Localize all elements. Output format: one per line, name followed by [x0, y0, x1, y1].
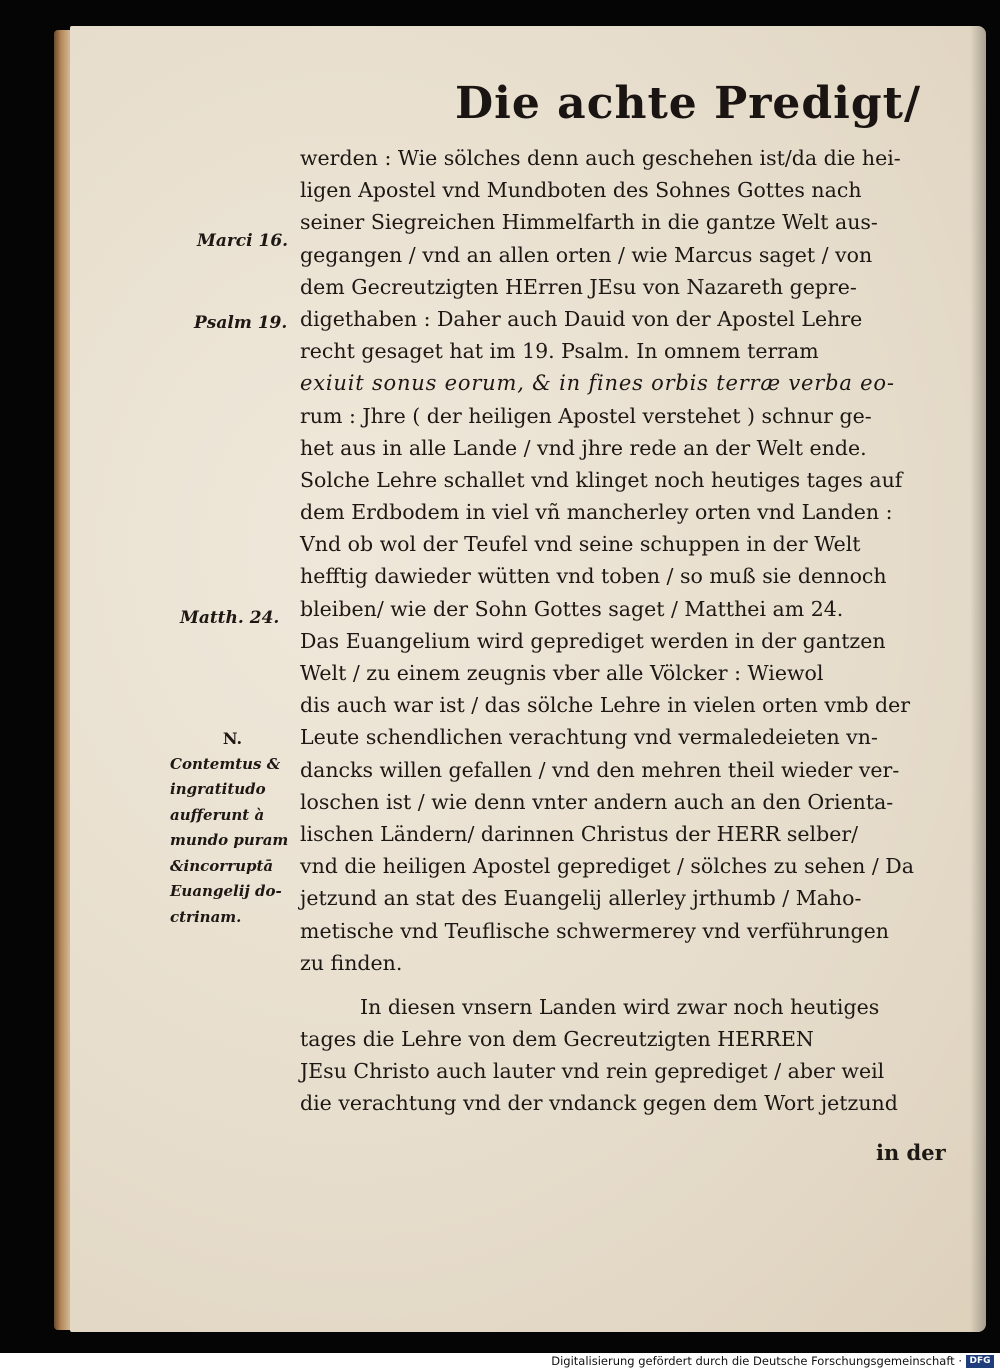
- margin-note-line: ingratitudo: [170, 780, 266, 798]
- text-line: rum : Jhre ( der heiligen Apostel verstehet ) schnur ge-: [300, 403, 872, 428]
- margin-note-line: ctrinam.: [170, 907, 242, 926]
- text-line: ligen Apostel vnd Mundboten des Sohnes Gottes nach: [300, 178, 862, 203]
- footer-credit: Digitalisierung gefördert durch die Deutsche Forschungsgemeinschaft ·: [551, 1354, 962, 1368]
- text-line: jetzund an stat des Euangelij allerley jrthumb / Maho-: [300, 886, 862, 911]
- text-line: digethaben : Daher auch Dauid von der Apostel Lehre: [300, 306, 863, 331]
- margin-note-line: Euangelij do-: [170, 882, 282, 900]
- text-line: metische vnd Teuflische schwermerey vnd verführungen: [300, 918, 890, 943]
- main-text: [300, 142, 960, 1120]
- text-line: Welt / zu einem zeugnis vber alle Völcker : Wiewol: [300, 661, 824, 685]
- text-line: seiner Siegreichen Himmelfarth in die gantze Welt aus-: [300, 210, 878, 235]
- text-line: bleiben/ wie der Sohn Gottes saget / Matthei am 24.: [300, 596, 844, 621]
- margin-note-matth: Matth. 24.: [180, 608, 280, 628]
- text-line: dancks willen gefallen / vnd den mehren theil wieder ver-: [300, 757, 900, 782]
- text-line: dem Gecreutzigten HErren JEsu von Nazareth gepre-: [300, 274, 857, 299]
- page-gutter-shadow: [970, 26, 986, 1332]
- text-line: Vnd ob wol der Teufel vnd seine schuppen in der Welt: [300, 532, 861, 557]
- text-line-latin: exiuit sonus eorum, & in fines orbis terræ verba eo-: [300, 371, 895, 396]
- text-line: dem Erdbodem in viel vñ mancherley orten vnd Landen :: [300, 500, 893, 525]
- text-line: die verachtung vnd der vndanck gegen dem Wort jetzund: [300, 1091, 898, 1116]
- margin-note-line: N.: [222, 729, 243, 748]
- text-line: vnd die heiligen Apostel geprediget / sölches zu sehen / Da: [300, 854, 914, 879]
- paragraph-gap: [300, 979, 960, 991]
- margin-note-line: Contemtus &: [170, 754, 281, 773]
- text-line: recht gesaget hat im 19. Psalm. In omnem terram: [300, 339, 819, 364]
- margin-note-block: [170, 726, 295, 930]
- text-line: Solche Lehre schallet vnd klinget noch heutiges tages auf: [300, 467, 903, 492]
- text-line: werden : Wie sölches denn auch geschehen ist/da die hei-: [300, 146, 901, 170]
- text-line: hefftig dawieder wütten vnd toben / so muß sie dennoch: [300, 564, 887, 589]
- dfg-logo: DFG: [966, 1355, 994, 1368]
- text-line: Das Euangelium wird geprediget werden in der gantzen: [300, 628, 886, 653]
- margin-note-line: mundo puram: [170, 831, 289, 849]
- text-line: het aus in alle Lande / vnd jhre rede an der Welt ende.: [300, 435, 867, 460]
- text-line: zu finden.: [300, 950, 403, 975]
- text-line: tages die Lehre von dem Gecreutzigten HERREN: [300, 1027, 814, 1052]
- margin-note-psalm: Psalm 19.: [194, 313, 288, 333]
- text-line: In diesen vnsern Landen wird zwar noch heutiges: [360, 994, 880, 1019]
- text-line: gegangen / vnd an allen orten / wie Marcus saget / von: [300, 242, 873, 267]
- text-line: Leute schendlichen verachtung vnd vermaledeieten vn-: [300, 725, 878, 750]
- text-line: dis auch war ist / das sölche Lehre in vielen orten vmb der: [300, 693, 911, 718]
- catchword: in der: [876, 1140, 946, 1165]
- text-line: JEsu Christo auch lauter vnd rein geprediget / aber weil: [300, 1059, 885, 1084]
- footer-bar: [0, 1353, 1000, 1371]
- text-line: loschen ist / wie denn vnter andern auch an den Orienta-: [300, 789, 894, 814]
- running-head-title: Die achte Predigt/: [455, 78, 922, 129]
- margin-note-line: aufferunt à: [170, 805, 265, 824]
- margin-note-line: &incorruptā: [170, 856, 274, 875]
- text-line: lischen Ländern/ darinnen Christus der HERR selber/: [300, 821, 859, 846]
- margin-note-marci: Marci 16.: [197, 231, 289, 251]
